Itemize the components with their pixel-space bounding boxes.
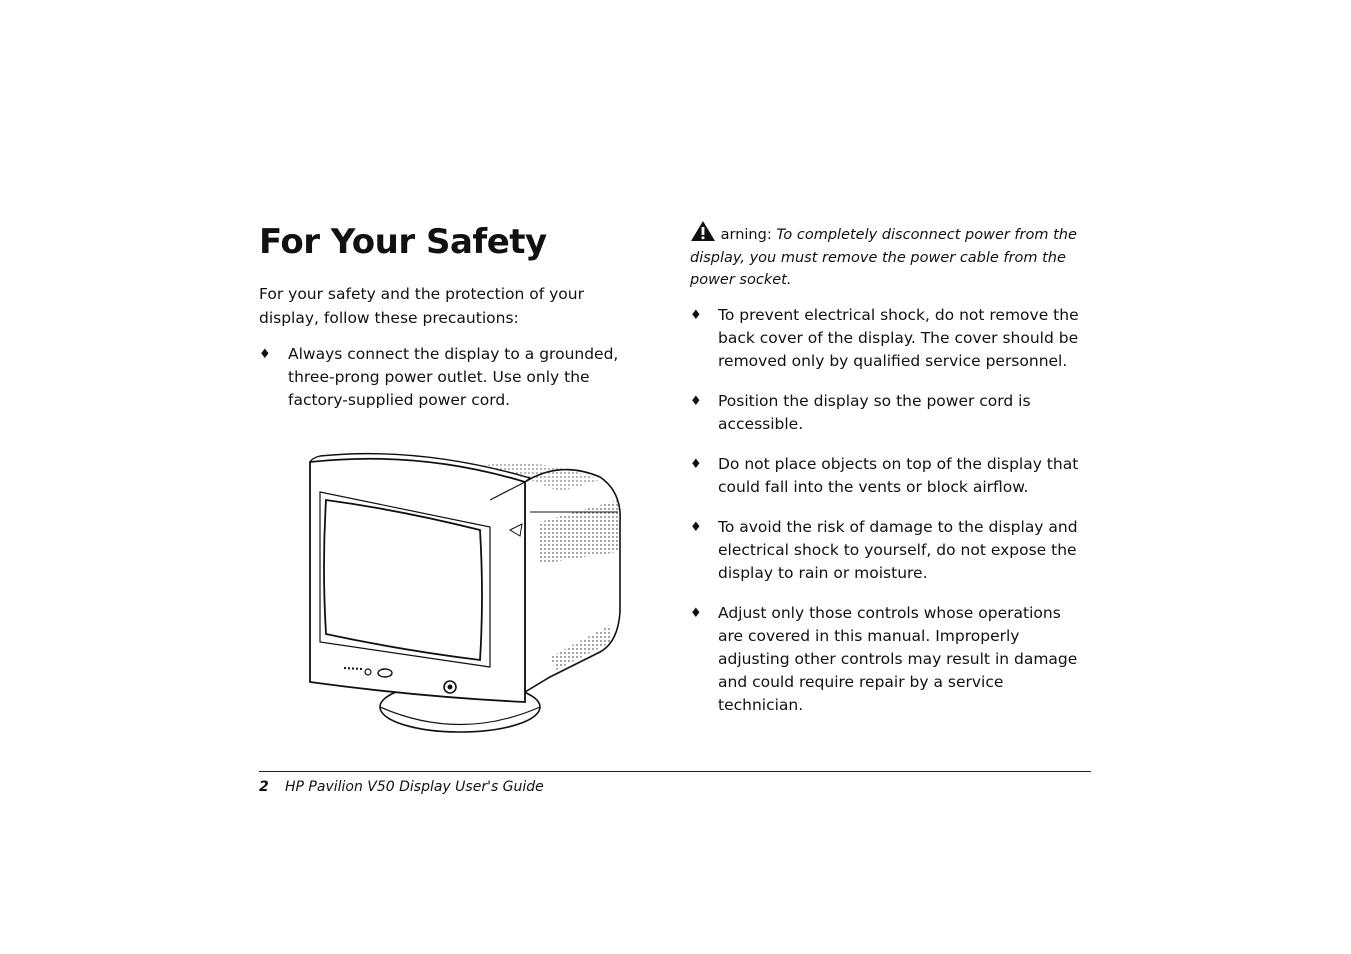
bullet-diamond-icon: ♦ xyxy=(690,457,702,472)
bullet-diamond-icon: ♦ xyxy=(690,520,702,535)
safety-bullet xyxy=(690,602,1085,717)
warning-note xyxy=(690,220,1090,292)
safety-bullet xyxy=(690,516,1085,585)
bullet-text: Adjust only those controls whose operations are covered in this manual. Improperly adjusting other controls may result in damage and could require repair by a service technician. xyxy=(718,604,1078,714)
monitor-illustration xyxy=(300,452,630,737)
guide-title: HP Pavilion V50 Display User's Guide xyxy=(285,779,544,795)
safety-bullet xyxy=(690,453,1085,499)
safety-bullet-list xyxy=(690,304,1085,734)
bullet-diamond-icon: ♦ xyxy=(690,394,702,409)
page-number: 2 xyxy=(259,779,269,795)
warning-triangle-icon xyxy=(690,220,716,242)
bullet-text: Do not place objects on top of the display that could fall into the vents or block airflow. xyxy=(718,455,1079,496)
bullet-diamond-icon: ♦ xyxy=(690,308,702,323)
bullet-diamond-icon: ♦ xyxy=(690,606,702,621)
intro-text: For your safety and the protection of your display, follow these precautions: xyxy=(259,285,584,327)
bullet-text: To avoid the risk of damage to the display and electrical shock to yourself, do not expose the display to rain or moisture. xyxy=(718,518,1078,582)
bullet-text: Position the display so the power cord is accessible. xyxy=(718,392,1031,433)
page-footer xyxy=(259,779,544,795)
warning-label: arning: xyxy=(720,227,772,243)
safety-bullet xyxy=(690,390,1085,436)
bullet-text: Always connect the display to a grounded, three-prong power outlet. Use only the factory-supplied power cord. xyxy=(288,345,619,409)
bullet-text: To prevent electrical shock, do not remove the back cover of the display. The cover should be removed only by qualified service personnel. xyxy=(718,306,1079,370)
warning-text: To completely disconnect power from the display, you must remove the power cable from the power socket. xyxy=(690,227,1077,288)
footer-rule xyxy=(259,771,1091,772)
page-title: For Your Safety xyxy=(259,222,547,262)
safety-bullet xyxy=(690,304,1085,373)
safety-bullet xyxy=(259,343,629,412)
bullet-diamond-icon: ♦ xyxy=(259,347,271,362)
